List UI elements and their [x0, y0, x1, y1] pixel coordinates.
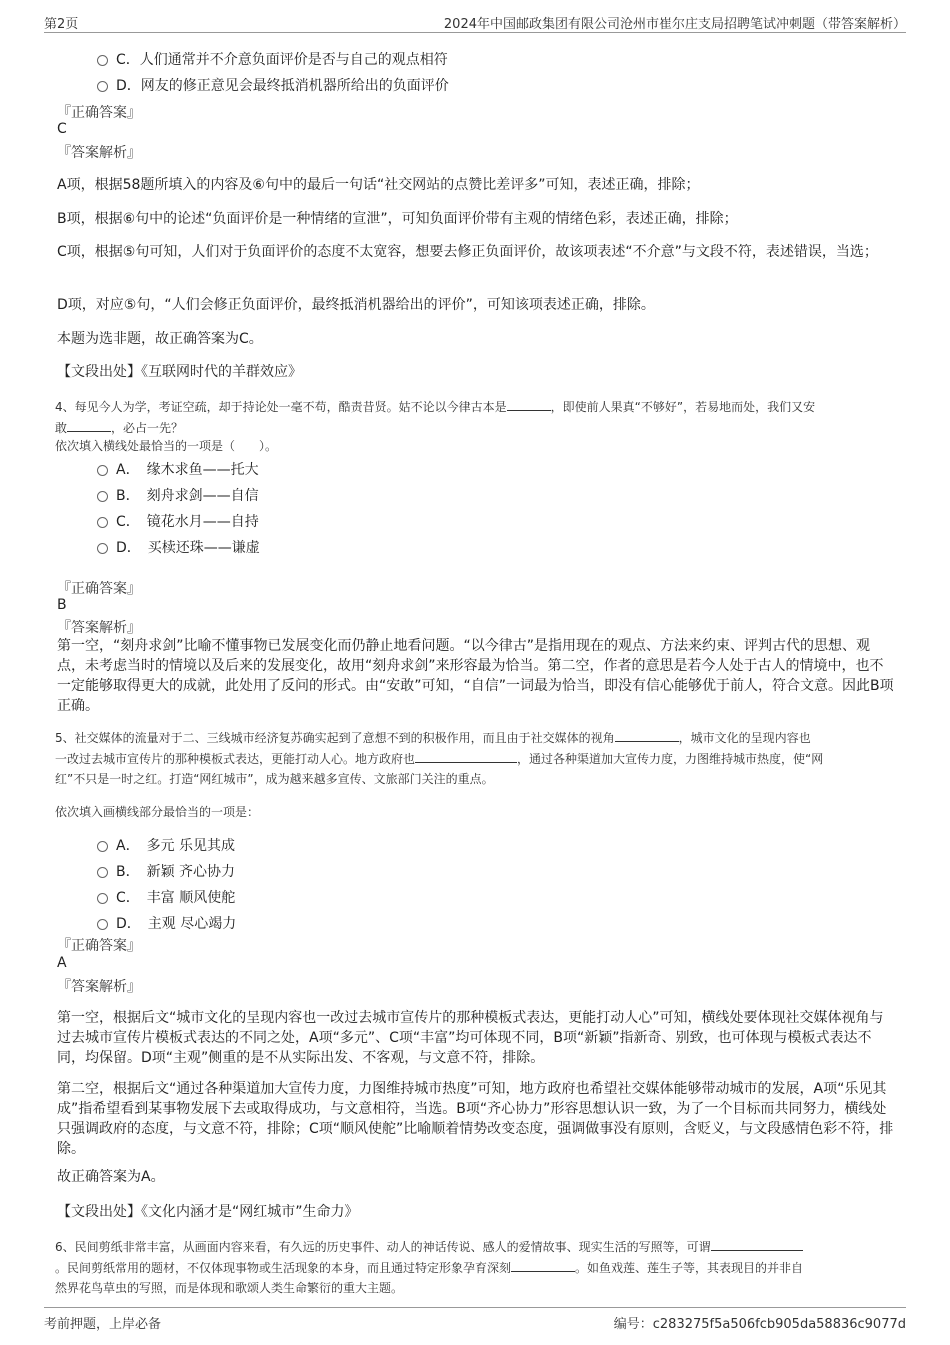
q5-analysis-label: 『答案解析』: [57, 979, 141, 995]
q4-analysis-label: 『答案解析』: [57, 620, 141, 636]
q4-option-c[interactable]: C． 镜花水月——自持: [97, 511, 259, 531]
q5-option-b[interactable]: B． 新颖 齐心协力: [97, 861, 235, 881]
radio-icon[interactable]: [97, 919, 108, 930]
blank-line: [615, 727, 679, 742]
header-divider: [44, 32, 906, 33]
q4-option-a[interactable]: A． 缘木求鱼——托大: [97, 459, 259, 479]
option-c[interactable]: C．人们通常并不介意负面评价是否与自己的观点相符: [97, 49, 448, 69]
radio-icon[interactable]: [97, 491, 108, 502]
q4-answer-value: B: [57, 597, 67, 613]
option-d[interactable]: D．网友的修正意见会最终抵消机器所给出的负面评价: [97, 75, 449, 95]
radio-icon[interactable]: [97, 893, 108, 904]
blank-line: [415, 748, 517, 763]
q5-source-citation: 【文段出处】《文化内涵才是“网红城市”生命力》: [57, 1204, 359, 1220]
answer-label: 『正确答案』: [57, 105, 141, 121]
radio-icon[interactable]: [97, 465, 108, 476]
q4-answer-label: 『正确答案』: [57, 581, 141, 597]
question-6-stem: 6、民间剪纸非常丰富，从画面内容来看，有久远的历史事件、动人的神话传说、感人的爱情故事、现实生活的写照等，可谓 。民间剪纸常用的题材，不仅体现事物或生活现象的本身，而且通过特定形象孕育深刻 。如鱼戏莲、莲生子等，其表现目的并非自 然界花鸟草虫的写照，而是体现和歌颂人类生命繁衍的重大主题。: [55, 1236, 900, 1298]
answer-value: C: [57, 121, 67, 137]
radio-icon[interactable]: [97, 81, 108, 92]
question-4-prompt: 依次填入横线处最恰当的一项是（ ）。: [55, 439, 278, 453]
radio-icon[interactable]: [97, 55, 108, 66]
q4-analysis: 第一空，“刻舟求剑”比喻不懂事物已发展变化而仍静止地看问题。“以今律古”是指用现在的观点、方法来约束、评判古代的思想、观点，未考虑当时的情境以及后来的发展变化，故用“刻舟求剑”来形容最为恰当。第二空，作者的意思是若今人处于古人的情境中，也不一定能够取得更大的成就，此处用了反问的形式。由“安敢”可知，“自信”一词最为恰当，即没有信心能够优于前人，符合文意。因此B项正确。: [57, 638, 894, 714]
q5-analysis-second: 第二空，根据后文“通过各种渠道加大宣传力度，力图维持城市热度”可知，地方政府也希望社交媒体能够带动城市的发展，A项“乐见其成”指希望看到某事物发展下去或取得成功，与文意相符，当选。B项“齐心协力”形容思想认识一致，为了一个目标而共同努力，横线处只强调政府的态度，与文意不符，排除；C项“顺风使舵”比喻顺着情势改变态度，强调做事没有原则，含贬义，与文段感情色彩不符，排除。: [57, 1081, 894, 1157]
document-title: 2024年中国邮政集团有限公司沧州市崔尔庄支局招聘笔试冲刺题（带答案解析）: [443, 17, 906, 32]
question-4-stem: 4、每见今人为学，考证空疏，却于持论处一毫不苟，酷责昔贤。姑不论以今律古本是 ，即使前人果真“不够好”，若易地而处，我们又安 敢 ，必占一先？: [55, 396, 900, 438]
analysis-b: B项，根据⑥句中的论述“负面评价是一种情绪的宣泄”，可知负面评价带有主观的情绪色彩，表述正确，排除；: [57, 211, 738, 227]
blank-line: [711, 1236, 803, 1251]
q5-option-a[interactable]: A． 多元 乐见其成: [97, 835, 235, 855]
q4-option-b[interactable]: B． 刻舟求剑——自信: [97, 485, 259, 505]
question-5-prompt: 依次填入画横线部分最恰当的一项是：: [55, 805, 260, 819]
analysis-label: 『答案解析』: [57, 145, 141, 161]
radio-icon[interactable]: [97, 867, 108, 878]
footer-divider: [44, 1307, 906, 1308]
analysis-conclusion: 本题为选非题，故正确答案为C。: [57, 331, 263, 347]
q5-option-d[interactable]: D． 主观 尽心竭力: [97, 913, 236, 933]
document-id: 编号：c283275f5a506fcb905da58836c9077d: [613, 1317, 906, 1332]
q4-option-d[interactable]: D． 买椟还珠——谦虚: [97, 537, 260, 557]
page-number: 第2页: [44, 17, 79, 32]
blank-line: [511, 1257, 575, 1272]
question-5-stem: 5、社交媒体的流量对于二、三线城市经济复苏确实起到了意想不到的积极作用，而且由于社交媒体的视角 ，城市文化的呈现内容也 一改过去城市宣传片的那种模板式表达，更能打动人心。地方政府也 ，通过各种渠道加大宣传力度，力图维持城市热度，使“网 红”不只是一时之红。打造“网红城市”，成为越来越多宣传、文旅部门关注的重点。: [55, 727, 900, 789]
radio-icon[interactable]: [97, 543, 108, 554]
analysis-c: C项，根据⑤句可知，人们对于负面评价的态度不太宽容，想要去修正负面评价，故该项表述“不介意”与文段不符，表述错误，当选；: [57, 244, 878, 260]
analysis-d: D项，对应⑤句，“人们会修正负面评价，最终抵消机器给出的评价”，可知该项表述正确，排除。: [57, 297, 655, 313]
q5-analysis-conclusion: 故正确答案为A。: [57, 1169, 165, 1185]
q5-answer-value: A: [57, 955, 67, 971]
q5-answer-label: 『正确答案』: [57, 938, 141, 954]
footer-slogan: 考前押题，上岸必备: [44, 1317, 162, 1332]
radio-icon[interactable]: [97, 841, 108, 852]
analysis-a: A项，根据58题所填入的内容及⑥句中的最后一句话“社交网站的点赞比差评多”可知，表述正确，排除；: [57, 177, 700, 193]
blank-line: [507, 396, 551, 411]
blank-line: [67, 417, 111, 432]
q5-analysis-first: 第一空，根据后文“城市文化的呈现内容也一改过去城市宣传片的那种模板式表达，更能打动人心”可知，横线处要体现社交媒体视角与过去城市宣传片模板式表达的不同之处，A项“多元”、C项“丰富”均可体现不同，B项“新颖”指新奇、别致，也可体现与模板式表达不同，均保留。D项“主观”侧重的是不从实际出发、不客观，与文意不符，排除。: [57, 1010, 884, 1066]
radio-icon[interactable]: [97, 517, 108, 528]
source-citation: 【文段出处】《互联网时代的羊群效应》: [57, 364, 302, 380]
q5-option-c[interactable]: C． 丰富 顺风使舵: [97, 887, 235, 907]
